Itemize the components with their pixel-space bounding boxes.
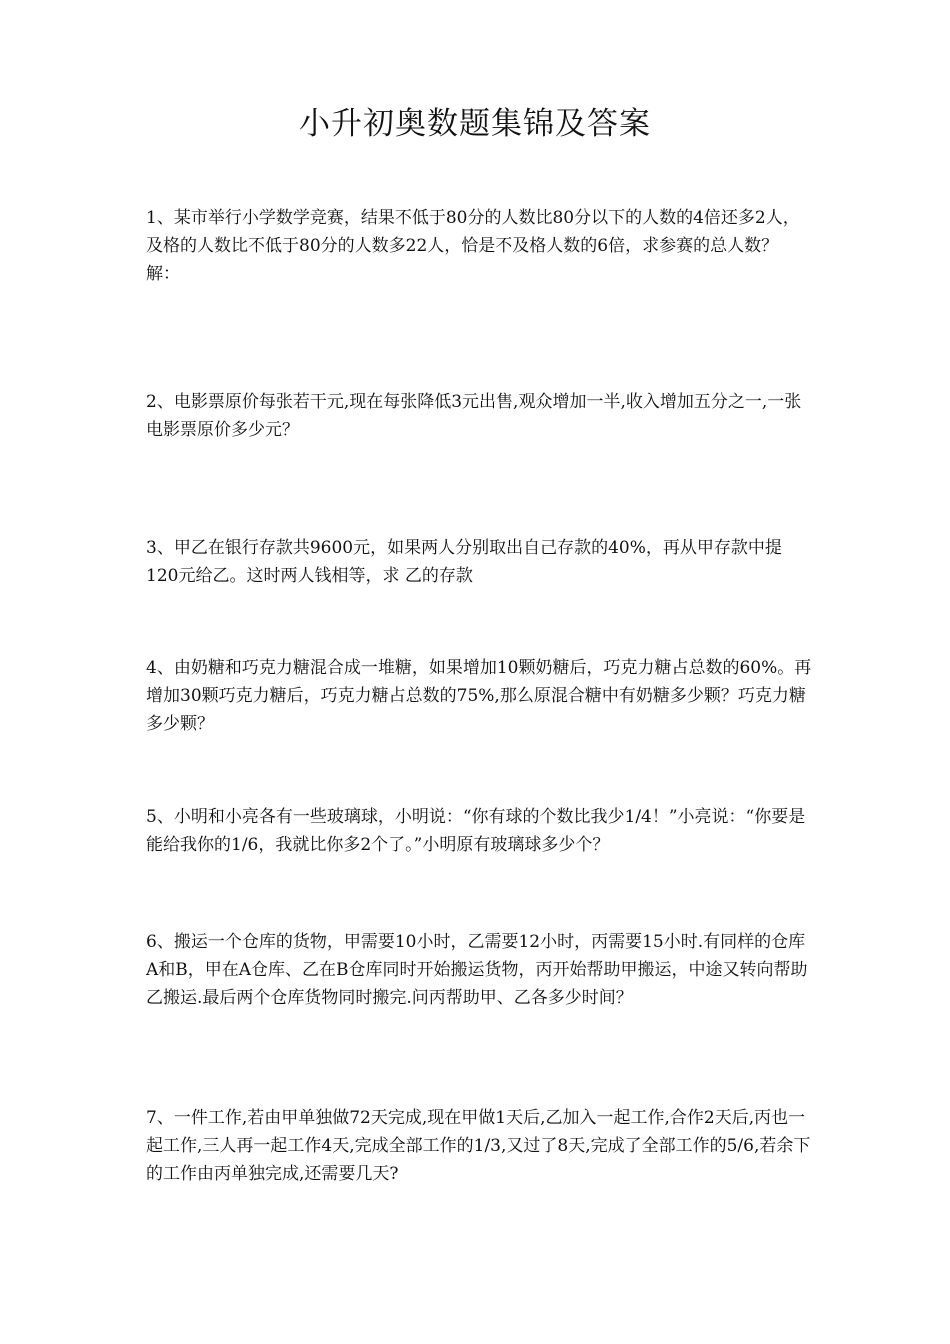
question-text: 5、小明和小亮各有一些玻璃球，小明说：“你有球的个数比我少1/4！”小亮说：“你要是能给我你的1/6，我就比你多2个了。”小明原有玻璃球多少个？ bbox=[146, 807, 806, 855]
question-2 bbox=[146, 388, 814, 444]
question-6 bbox=[146, 928, 814, 1012]
question-5 bbox=[146, 803, 814, 859]
question-text: 6、搬运一个仓库的货物，甲需要10小时，乙需要12小时，丙需要15小时.有同样的仓库A和B，甲在A仓库、乙在B仓库同时开始搬运货物，丙开始帮助甲搬运，中途又转向帮助乙搬运.最后两个仓库货物同时搬完.问丙帮助甲、乙各多少时间？ bbox=[146, 932, 808, 1008]
question-text: 7、一件工作,若由甲单独做72天完成,现在甲做1天后,乙加入一起工作,合作2天后,丙也一起工作,三人再一起工作4天,完成全部工作的1/3,又过了8天,完成了全部工作的5/6,若余下的工作由丙单独完成,还需要几天? bbox=[146, 1108, 811, 1184]
question-4 bbox=[146, 654, 814, 738]
question-7 bbox=[146, 1104, 814, 1188]
page-title: 小升初奥数题集锦及答案 bbox=[299, 106, 651, 142]
question-3 bbox=[146, 534, 814, 590]
question-text: 3、甲乙在银行存款共9600元，如果两人分别取出自己存款的40%，再从甲存款中提120元给乙。这时两人钱相等，求 乙的存款 bbox=[146, 538, 782, 586]
question-text: 1、某市举行小学数学竞赛，结果不低于80分的人数比80分以下的人数的4倍还多2人，及格的人数比不低于80分的人数多22人，恰是不及格人数的6倍，求参赛的总人数？ bbox=[146, 208, 800, 256]
question-text: 2、电影票原价每张若干元,现在每张降低3元出售,观众增加一半,收入增加五分之一,一张电影票原价多少元？ bbox=[146, 392, 802, 440]
question-1 bbox=[146, 204, 814, 288]
answer-label: 解： bbox=[146, 264, 180, 284]
question-text: 4、由奶糖和巧克力糖混合成一堆糖，如果增加10颗奶糖后，巧克力糖占总数的60%。再增加30颗巧克力糖后，巧克力糖占总数的75%,那么原混合糖中有奶糖多少颗？巧克力糖多少颗？ bbox=[146, 658, 812, 734]
